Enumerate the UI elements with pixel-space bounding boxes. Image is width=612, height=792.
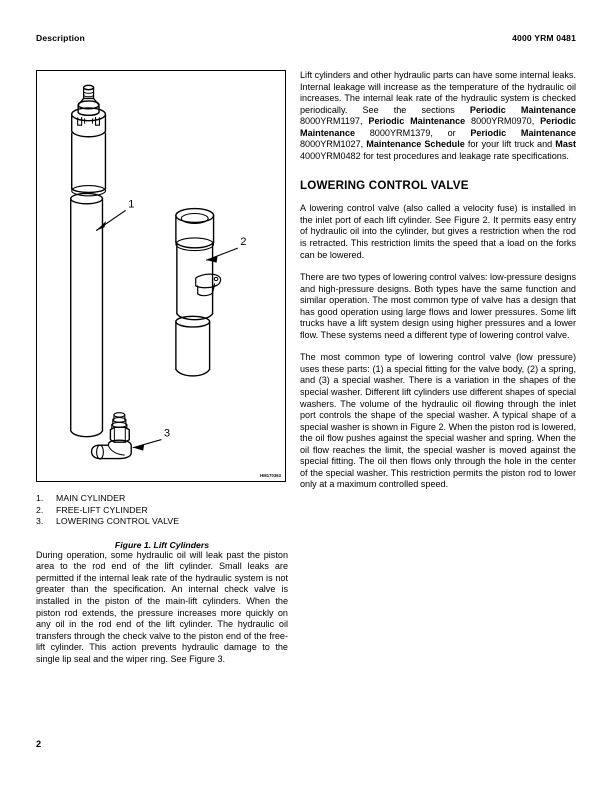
section-heading-lowering-control-valve: LOWERING CONTROL VALVE (300, 179, 469, 193)
page-header (36, 33, 576, 43)
legend-item (36, 516, 288, 528)
ref-periodic-maintenance-0970: Periodic Maintenance (368, 116, 466, 127)
legend-item (36, 505, 288, 517)
legend-item-label: LOWERING CONTROL VALVE (56, 516, 180, 527)
intro-text-1: Lift cylinders and other hydraulic parts can have some internal leaks. Internal leakage will increase as the temperature of the hydraulic oil increases. The internal leak rate of the hydraulic system is checked periodically. See the sections (300, 70, 576, 115)
legend-item-number: 1. (36, 493, 44, 503)
intro-text-2: 8000YRM1197, (300, 116, 369, 127)
figure-callout-2: 2 (240, 236, 247, 249)
figure-legend (36, 493, 288, 528)
ref-mast: Mast (555, 139, 576, 150)
intro-text-4: 8000YRM1379, or (355, 127, 471, 138)
page-number: 2 (36, 739, 42, 749)
header-section-title: Description (36, 33, 85, 43)
legend-item (36, 493, 288, 505)
ref-periodic-maintenance-1027: Periodic Maintenance (470, 127, 576, 138)
ref-maintenance-schedule: Maintenance Schedule (366, 139, 465, 150)
left-column-paragraph: During operation, some hydraulic oil will leak past the piston area to the rod end of the lift cylinder. Small leaks are permitted if the internal leak rate of the hydraulic system is not greater than the specification. An internal check valve is installed in the piston of the main-lift cylinders. When the piston rod extends, the pressure increases more quickly on any oil in the rod end of the lift cylinder. The hydraulic oil transfers through the check valve to the piston end of the free-lift cylinder. This action prevents hydraulic damage to the single lip seal and the wiper ring. See Figure 3. (36, 549, 288, 664)
lcv-paragraph-2: There are two types of lowering control valves: low-pressure designs and high-pressure designs. Both types have the same function and similar operation. The most common type of valve has a design that has good operation using large flows and lower pressures. Some lift trucks have a lift system design using higher pressures and a lower flow. These systems need a different type of lowering control valve. (300, 272, 576, 340)
figure-reference-code: HM170363 (260, 473, 281, 478)
header-document-number: 4000 YRM 0481 (512, 33, 576, 43)
lift-cylinders-drawing (37, 71, 285, 481)
intro-text-3: 8000YRM0970, (465, 116, 541, 127)
intro-text-7: 4000YRM0482 for test procedures and leakage rate specifications. (300, 150, 569, 161)
intro-text-5: 8000YRM1027, (300, 139, 367, 150)
figure-callout-1: 1 (128, 198, 135, 211)
intro-paragraph (300, 70, 576, 162)
lcv-paragraph-3: The most common type of lowering control valve (low pressure) uses these parts: (1) a special fitting for the valve body, (2) a spring, and (3) a special washer. There is a variation in the shapes of the special washer. Different lift cylinders use different shapes of special washers. The volume of the hydraulic oil flowing through the inlet port controls the shape of the special washer. A typical shape of a special washer is shown in Figure 2. When the piston rod is lowered, the oil flow pushes against the special washer and spring. When the oil flow reaches the limit, the special washer is moved against the special fitting. The oil then flows only through the hole in the center of the special washer. This restriction permits the piston rod to lower only at a maximum controlled speed. (300, 352, 576, 490)
left-column (36, 70, 288, 676)
lcv-paragraph-1: A lowering control valve (also called a velocity fuse) is installed in the inlet port of each lift cylinder. See Figure 2. It permits easy entry of hydraulic oil into the cylinder, but gives a restriction when the rod is retracted. This restriction limits the speed that a load on the forks can be lowered. (300, 203, 576, 260)
figure-caption: Figure 1. Lift Cylinders (114, 539, 210, 550)
legend-item-label: FREE-LIFT CYLINDER (56, 504, 148, 515)
legend-item-number: 2. (36, 504, 44, 515)
legend-item-number: 3. (36, 516, 44, 527)
ref-periodic-maintenance-1379: Periodic Maintenance (300, 116, 576, 138)
figure-callout-3: 3 (163, 427, 171, 440)
right-column (300, 70, 576, 502)
legend-item-label: MAIN CYLINDER (56, 493, 126, 503)
ref-periodic-maintenance-1197: Periodic Maintenance (469, 104, 576, 115)
figure-1-illustration (36, 70, 286, 482)
intro-text-6: for your lift truck and (464, 139, 556, 150)
